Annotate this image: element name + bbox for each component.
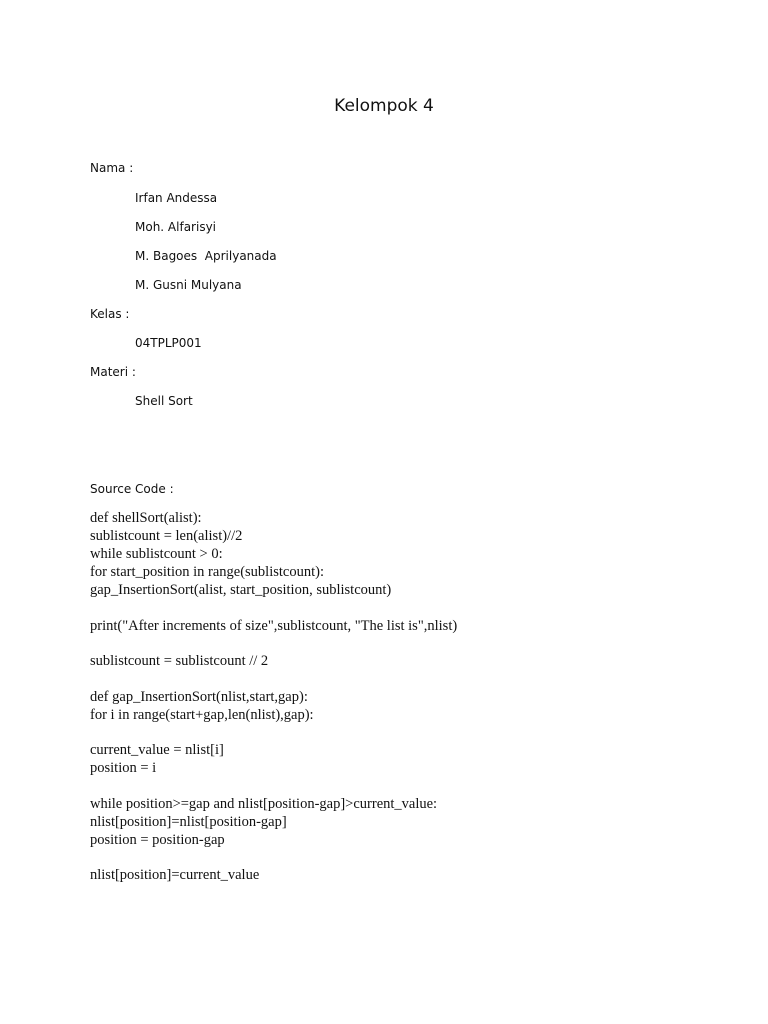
code-line: nlist[position]=current_value bbox=[90, 867, 260, 883]
code-blank-line bbox=[90, 599, 750, 617]
code-line: while sublistcount > 0: bbox=[90, 546, 223, 562]
code-blank-line bbox=[90, 849, 750, 867]
source-code-block bbox=[90, 509, 750, 884]
code-line: gap_InsertionSort(alist, start_position, sublistcount) bbox=[90, 582, 392, 598]
source-code-label: Source Code : bbox=[90, 482, 174, 496]
code-line: def gap_InsertionSort(nlist,start,gap): bbox=[90, 688, 308, 705]
code-line: for start_position in range(sublistcount): bbox=[90, 564, 324, 580]
document-title: Kelompok 4 bbox=[334, 96, 434, 116]
kelas-label: Kelas : bbox=[90, 307, 130, 321]
member-name: M. Bagoes Aprilyanada bbox=[135, 249, 277, 263]
code-line: position = position-gap bbox=[90, 831, 225, 848]
kelas-value: 04TPLP001 bbox=[135, 336, 202, 350]
code-blank-line bbox=[90, 670, 750, 688]
code-line: current_value = nlist[i] bbox=[90, 742, 224, 758]
member-name: M. Gusni Mulyana bbox=[135, 278, 242, 292]
materi-value: Shell Sort bbox=[135, 394, 193, 408]
code-blank-line bbox=[90, 777, 750, 795]
code-blank-line bbox=[90, 724, 750, 742]
nama-label: Nama : bbox=[90, 161, 134, 175]
code-blank-line bbox=[90, 635, 750, 653]
materi-label: Materi : bbox=[90, 365, 136, 379]
member-name: Irfan Andessa bbox=[135, 191, 218, 205]
code-line: while position>=gap and nlist[position-gap]>current_value: bbox=[90, 795, 438, 812]
code-line: position = i bbox=[90, 760, 157, 776]
code-line: print("After increments of size",sublistcount, "The list is",nlist) bbox=[90, 617, 458, 634]
code-line: nlist[position]=nlist[position-gap] bbox=[90, 813, 287, 830]
code-line: sublistcount = sublistcount // 2 bbox=[90, 653, 269, 669]
code-line: sublistcount = len(alist)//2 bbox=[90, 528, 243, 544]
code-line: def shellSort(alist): bbox=[90, 510, 202, 526]
member-name: Moh. Alfarisyi bbox=[135, 220, 217, 234]
code-line: for i in range(start+gap,len(nlist),gap): bbox=[90, 706, 314, 723]
